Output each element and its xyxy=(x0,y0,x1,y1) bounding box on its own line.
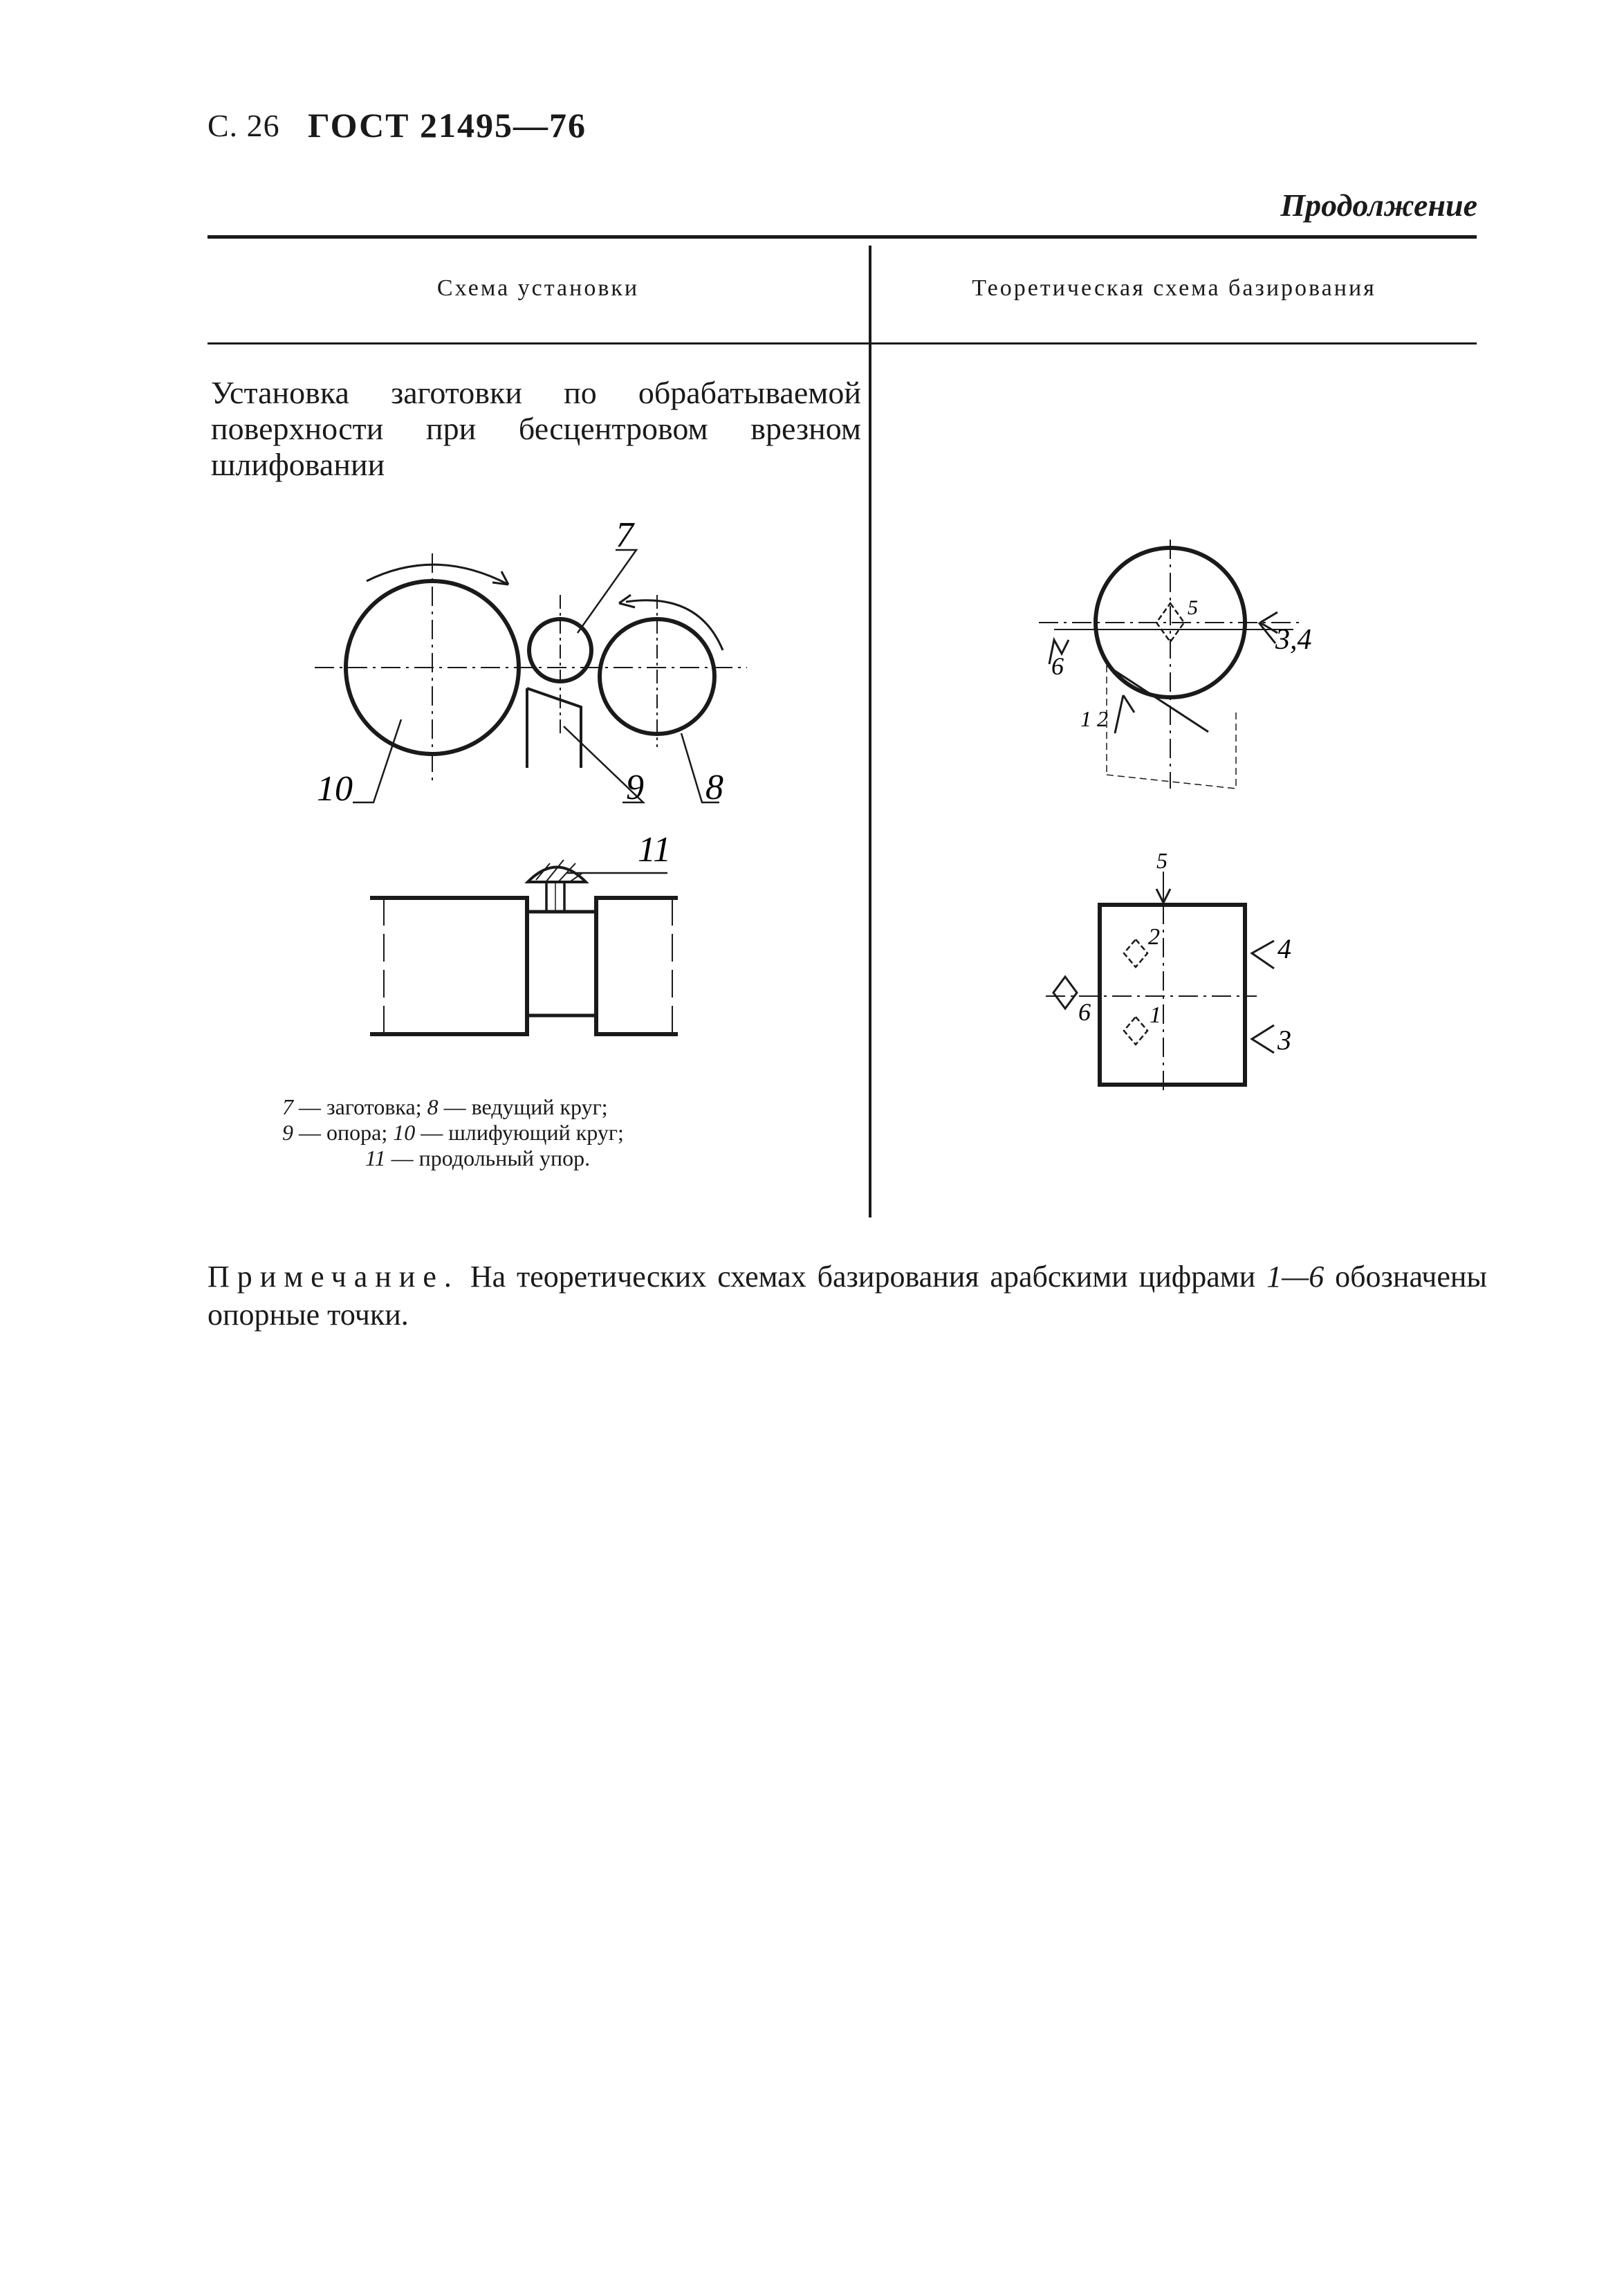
standard-title: ГОСТ 21495—76 xyxy=(308,106,587,145)
legend-line-1: 7 — заготовка; 8 — ведущий круг; xyxy=(282,1094,608,1119)
label-drive-wheel: 8 xyxy=(705,768,723,807)
column-header-basing: Теоретическая схема базирования xyxy=(972,275,1376,301)
continuation-label: Продолжение xyxy=(1280,187,1477,223)
legend-line-2: 9 — опора; 10 — шлифующий круг; xyxy=(282,1120,624,1145)
basing-circle-label-left: 6 xyxy=(1051,652,1064,680)
note-label: Примечание. xyxy=(207,1260,459,1294)
basing-square-label-3: 3 xyxy=(1277,1024,1291,1056)
label-grinding-wheel: 10 xyxy=(317,769,353,809)
note-paragraph: Примечание. На теоретических схемах базирования арабскими цифрами 1—6 обозначены опорные точки. xyxy=(207,1260,1487,1332)
page-number: С. 26 xyxy=(207,108,280,143)
setup-description: Установка заготовки по обрабатываемой поверхности при бесцентровом врезном шлифовании xyxy=(211,375,861,482)
basing-circle-label-bottom: 1 2 xyxy=(1080,706,1108,731)
setup-diagram xyxy=(0,0,871,1079)
basing-diagram xyxy=(873,484,1482,1141)
label-workpiece: 7 xyxy=(616,515,634,555)
basing-square-label-4: 4 xyxy=(1277,933,1291,964)
column-header-setup: Схема установки xyxy=(436,275,640,301)
label-stop: 11 xyxy=(638,830,672,870)
basing-square-label-top: 5 xyxy=(1156,848,1168,873)
note-range: 1—6 xyxy=(1266,1260,1325,1294)
label-support: 9 xyxy=(626,768,644,807)
legend-line-3: 11 — продольный упор. xyxy=(365,1146,591,1170)
basing-square-label-1: 1 xyxy=(1150,1002,1161,1028)
basing-square-label-6: 6 xyxy=(1078,998,1091,1026)
basing-circle-label-right: 3,4 xyxy=(1275,624,1312,656)
basing-square-label-2: 2 xyxy=(1148,924,1160,950)
basing-circle-label-top: 5 xyxy=(1188,596,1198,619)
